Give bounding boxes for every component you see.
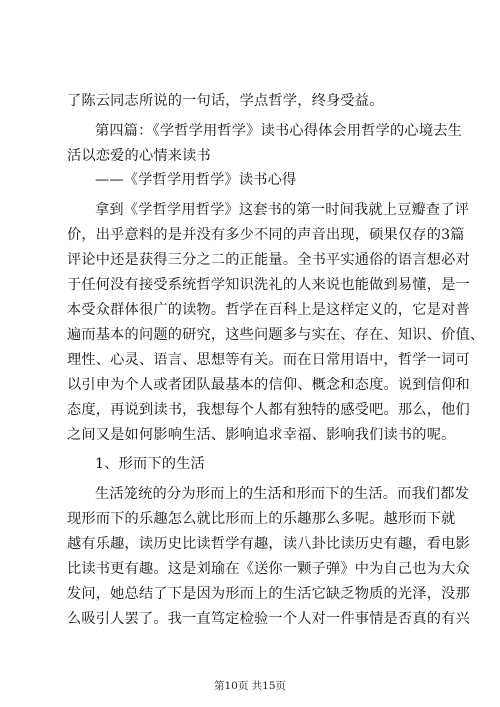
text-line: 现形而下的乐趣怎么就比形而上的乐趣那么多呢。越形而下就 (67, 511, 456, 527)
text-line: 态度，再说到读书，我想每个人都有独特的感受吧。那么，他们 (67, 402, 470, 418)
text-line: 理性、心灵、语言、思想等有关。而在日常用语中，哲学一词可 (67, 352, 470, 368)
text-line: 生活笼统的分为形而上的生活和形而下的生活。而我们都发 (95, 486, 470, 502)
page-number-footer: 第10页 共15页 (213, 680, 287, 692)
chapter-title-line: 活以恋爱的心情来读书 (67, 148, 211, 164)
text-line: 越有乐趣，读历史比读哲学有趣，读八卦比读历史有趣，看电影 (67, 536, 470, 552)
text-line: 了陈云同志所说的一句话，学点哲学，终身受益。 (67, 93, 384, 109)
text-line: 价，出乎意料的是并没有多少不同的声音出现，硕果仅存的3篇 (67, 227, 465, 243)
text-line: 么吸引人罢了。我一直笃定检验一个人对一件事情是否真的有兴 (67, 611, 470, 627)
subtitle-line: ——《学哲学用哲学》读书心得 (95, 172, 297, 188)
text-line: 比读书更有趣。这是刘瑜在《送你一颗子弹》中为自己也为大众 (67, 561, 470, 577)
section-heading: 1、形而下的生活 (95, 456, 205, 472)
text-line: 于任何没有接受系统哲学知识洗礼的人来说也能做到易懂，是一 (67, 277, 470, 293)
text-line: 评论中还是获得三分之二的正能量。全书平实通俗的语言想必对 (67, 252, 470, 268)
chapter-title-line: 第四篇：《学哲学用哲学》读书心得体会用哲学的心境去生 (95, 123, 462, 139)
text-line: 遍而基本的问题的研究，这些问题多与实在、存在、知识、价值、 (67, 327, 485, 343)
text-line: 发问，她总结了下是因为形而上的生活它缺乏物质的光泽，没那 (67, 586, 470, 602)
text-line: 拿到《学哲学用哲学》这套书的第一时间我就上豆瓣查了评 (95, 202, 470, 218)
text-line: 本受众群体很广的读物。哲学在百科上是这样定义的，它是对普 (67, 302, 470, 318)
text-line: 以引申为个人或者团队最基本的信仰、概念和态度。说到信仰和 (67, 377, 470, 393)
text-line: 之间又是如何影响生活、影响追求幸福、影响我们读书的呢。 (67, 427, 456, 443)
